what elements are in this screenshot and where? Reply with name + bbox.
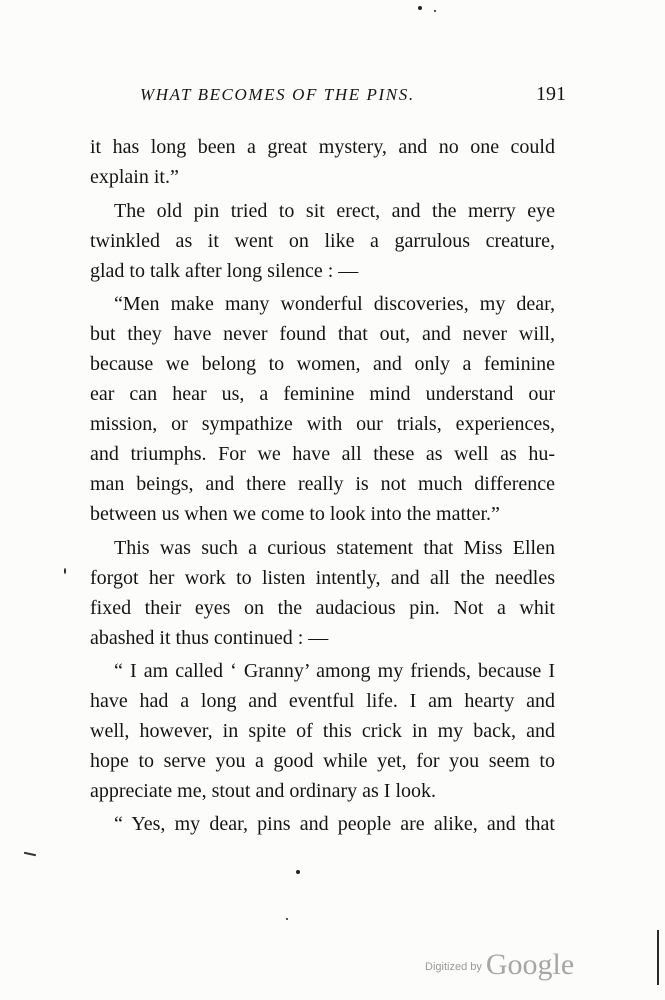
text-line: twinkled as it went on like a garrulous creature, xyxy=(90,230,555,252)
text-line: abashed it thus continued : — xyxy=(90,627,329,649)
text-line: it has long been a great mystery, and no one could xyxy=(90,136,555,158)
text-line: man beings, and there really is not much difference xyxy=(90,473,555,495)
text-line: ear can hear us, a feminine mind understand our xyxy=(90,383,555,405)
page-number: 191 xyxy=(536,83,566,105)
text-line: between us when we come to look into the matter.” xyxy=(90,503,500,525)
text-line: well, however, in spite of this crick in my back, and xyxy=(90,720,555,742)
text-line: and triumphs. For we have all these as well as hu- xyxy=(90,443,555,465)
text-line: fixed their eyes on the audacious pin. Not a whit xyxy=(90,597,555,619)
watermark-logo-text: Google xyxy=(485,948,575,981)
text-line: hope to serve you a good while yet, for you seem to xyxy=(90,750,555,772)
margin-dash xyxy=(24,852,36,856)
text-line: “ Yes, my dear, pins and people are alike, and that xyxy=(114,813,555,835)
top-speck xyxy=(434,10,436,12)
text-line: forgot her work to listen intently, and all the needles xyxy=(90,567,555,589)
running-title: WHAT BECOMES OF THE PINS. xyxy=(140,85,415,104)
text-line: This was such a curious statement that Miss Ellen xyxy=(114,537,555,559)
text-line: explain it.” xyxy=(90,166,179,188)
text-line: because we belong to women, and only a feminine xyxy=(90,353,555,375)
text-line: appreciate me, stout and ordinary as I look. xyxy=(90,780,436,802)
text-line: but they have never found that out, and never will, xyxy=(90,323,555,345)
top-speck xyxy=(418,6,422,10)
text-line: The old pin tried to sit erect, and the merry eye xyxy=(114,200,555,222)
digitized-watermark xyxy=(425,948,574,982)
running-head xyxy=(140,85,566,111)
page-edge-line xyxy=(657,930,659,985)
bottom-speck xyxy=(286,918,288,920)
margin-speck xyxy=(64,568,66,574)
text-line: have had a long and eventful life. I am hearty and xyxy=(90,690,555,712)
text-line: “Men make many wonderful discoveries, my dear, xyxy=(114,293,555,315)
text-line: glad to talk after long silence : — xyxy=(90,260,359,282)
text-line: “ I am called ‘ Granny’ among my friends, because I xyxy=(114,660,555,682)
text-line: mission, or sympathize with our trials, experiences, xyxy=(90,413,555,435)
bottom-speck xyxy=(296,870,300,874)
watermark-small-text: Digitized by xyxy=(425,961,482,973)
